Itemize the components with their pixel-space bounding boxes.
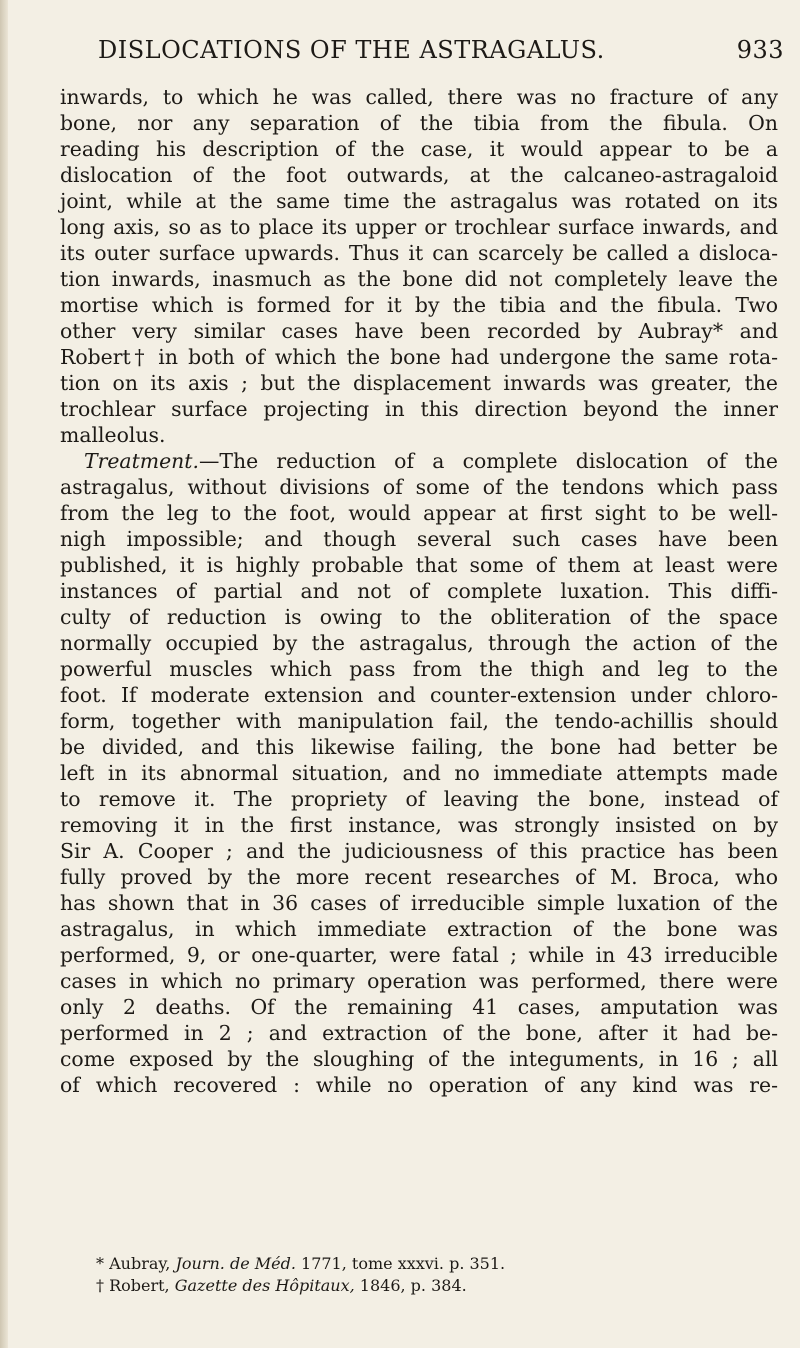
text-line: reading his description of the case, it would appear to be a bbox=[60, 137, 778, 161]
text-line: performed in 2 ; and extraction of the bone, after it had be- bbox=[60, 1021, 778, 1045]
text-line: only 2 deaths. Of the remaining 41 cases, amputation was bbox=[60, 995, 778, 1019]
text-line: tion on its axis ; but the displacement inwards was greater, the bbox=[60, 371, 778, 395]
footnotes bbox=[96, 1253, 776, 1297]
text-line: left in its abnormal situation, and no immediate attempts made bbox=[60, 761, 778, 785]
text-line: performed, 9, or one-quarter, were fatal ; while in 43 irreducible bbox=[60, 943, 778, 967]
text-line: instances of partial and not of complete luxation. This diffi- bbox=[60, 579, 778, 603]
text-line: astragalus, in which immediate extraction of the bone was bbox=[60, 917, 778, 941]
text-line: powerful muscles which pass from the thigh and leg to the bbox=[60, 657, 778, 681]
text-line: removing it in the first instance, was strongly insisted on by bbox=[60, 813, 778, 837]
text-line: tion inwards, inasmuch as the bone did not completely leave the bbox=[60, 267, 778, 291]
treatment-paragraph-start bbox=[60, 448, 778, 474]
text-line: be divided, and this likewise failing, the bone had better be bbox=[60, 735, 778, 759]
text-line: Sir A. Cooper ; and the judiciousness of this practice has been bbox=[60, 839, 778, 863]
text-line: nigh impossible; and though several such cases have been bbox=[60, 527, 778, 551]
text-line: other very similar cases have been recorded by Aubray* and bbox=[60, 319, 778, 343]
text-line: dislocation of the foot outwards, at the calcaneo-astragaloid bbox=[60, 163, 778, 187]
text-line: form, together with manipulation fail, the tendo-achillis should bbox=[60, 709, 778, 733]
running-title: DISLOCATIONS OF THE ASTRAGALUS. bbox=[98, 36, 605, 64]
running-header bbox=[92, 36, 784, 64]
page-number: 933 bbox=[736, 36, 784, 64]
text-line: bone, nor any separation of the tibia from the fibula. On bbox=[60, 111, 778, 135]
text-line: foot. If moderate extension and counter-extension under chloro- bbox=[60, 683, 778, 707]
text-line: its outer surface upwards. Thus it can scarcely be called a disloca- bbox=[60, 241, 778, 265]
text-line: come exposed by the sloughing of the integuments, in 16 ; all bbox=[60, 1047, 778, 1071]
text-line: normally occupied by the astragalus, through the action of the bbox=[60, 631, 778, 655]
text-line: culty of reduction is owing to the obliteration of the space bbox=[60, 605, 778, 629]
text-line: trochlear surface projecting in this direction beyond the inner bbox=[60, 397, 778, 421]
text-line: from the leg to the foot, would appear at first sight to be well- bbox=[60, 501, 778, 525]
text-line: mortise which is formed for it by the tibia and the fibula. Two bbox=[60, 293, 778, 317]
text-line: has shown that in 36 cases of irreducible simple luxation of the bbox=[60, 891, 778, 915]
text-line: malleolus. bbox=[60, 423, 166, 447]
text-line: cases in which no primary operation was performed, there were bbox=[60, 969, 778, 993]
text-line: inwards, to which he was called, there was no fracture of any bbox=[60, 85, 778, 109]
text-line: fully proved by the more recent researches of M. Broca, who bbox=[60, 865, 778, 889]
footnote-aubray bbox=[96, 1253, 776, 1275]
footnote-author: * Aubray, bbox=[96, 1254, 176, 1273]
body-text bbox=[60, 84, 778, 1098]
text-line: to remove it. The propriety of leaving the bone, instead of bbox=[60, 787, 778, 811]
text-line: —The reduction of a complete dislocation of the bbox=[198, 449, 778, 473]
text-line: astragalus, without divisions of some of the tendons which pass bbox=[60, 475, 778, 499]
footnote-source: Gazette des Hôpitaux, bbox=[174, 1276, 355, 1295]
text-line: of which recovered : while no operation of any kind was re- bbox=[60, 1073, 778, 1097]
footnote-author: † Robert, bbox=[96, 1276, 175, 1295]
text-line: published, it is highly probable that some of them at least were bbox=[60, 553, 778, 577]
text-line: long axis, so as to place its upper or trochlear surface inwards, and bbox=[60, 215, 778, 239]
page-spine-shadow bbox=[0, 0, 8, 1348]
treatment-heading: Treatment. bbox=[84, 449, 199, 473]
footnote-source: Journ. de Méd. bbox=[175, 1254, 296, 1273]
text-line: joint, while at the same time the astragalus was rotated on its bbox=[60, 189, 778, 213]
text-line: Robert† in both of which the bone had undergone the same rota- bbox=[60, 345, 778, 369]
footnote-citation: 1771, tome xxxvi. p. 351. bbox=[295, 1254, 506, 1273]
footnote-citation: 1846, p. 384. bbox=[354, 1276, 467, 1295]
footnote-robert bbox=[96, 1275, 776, 1297]
